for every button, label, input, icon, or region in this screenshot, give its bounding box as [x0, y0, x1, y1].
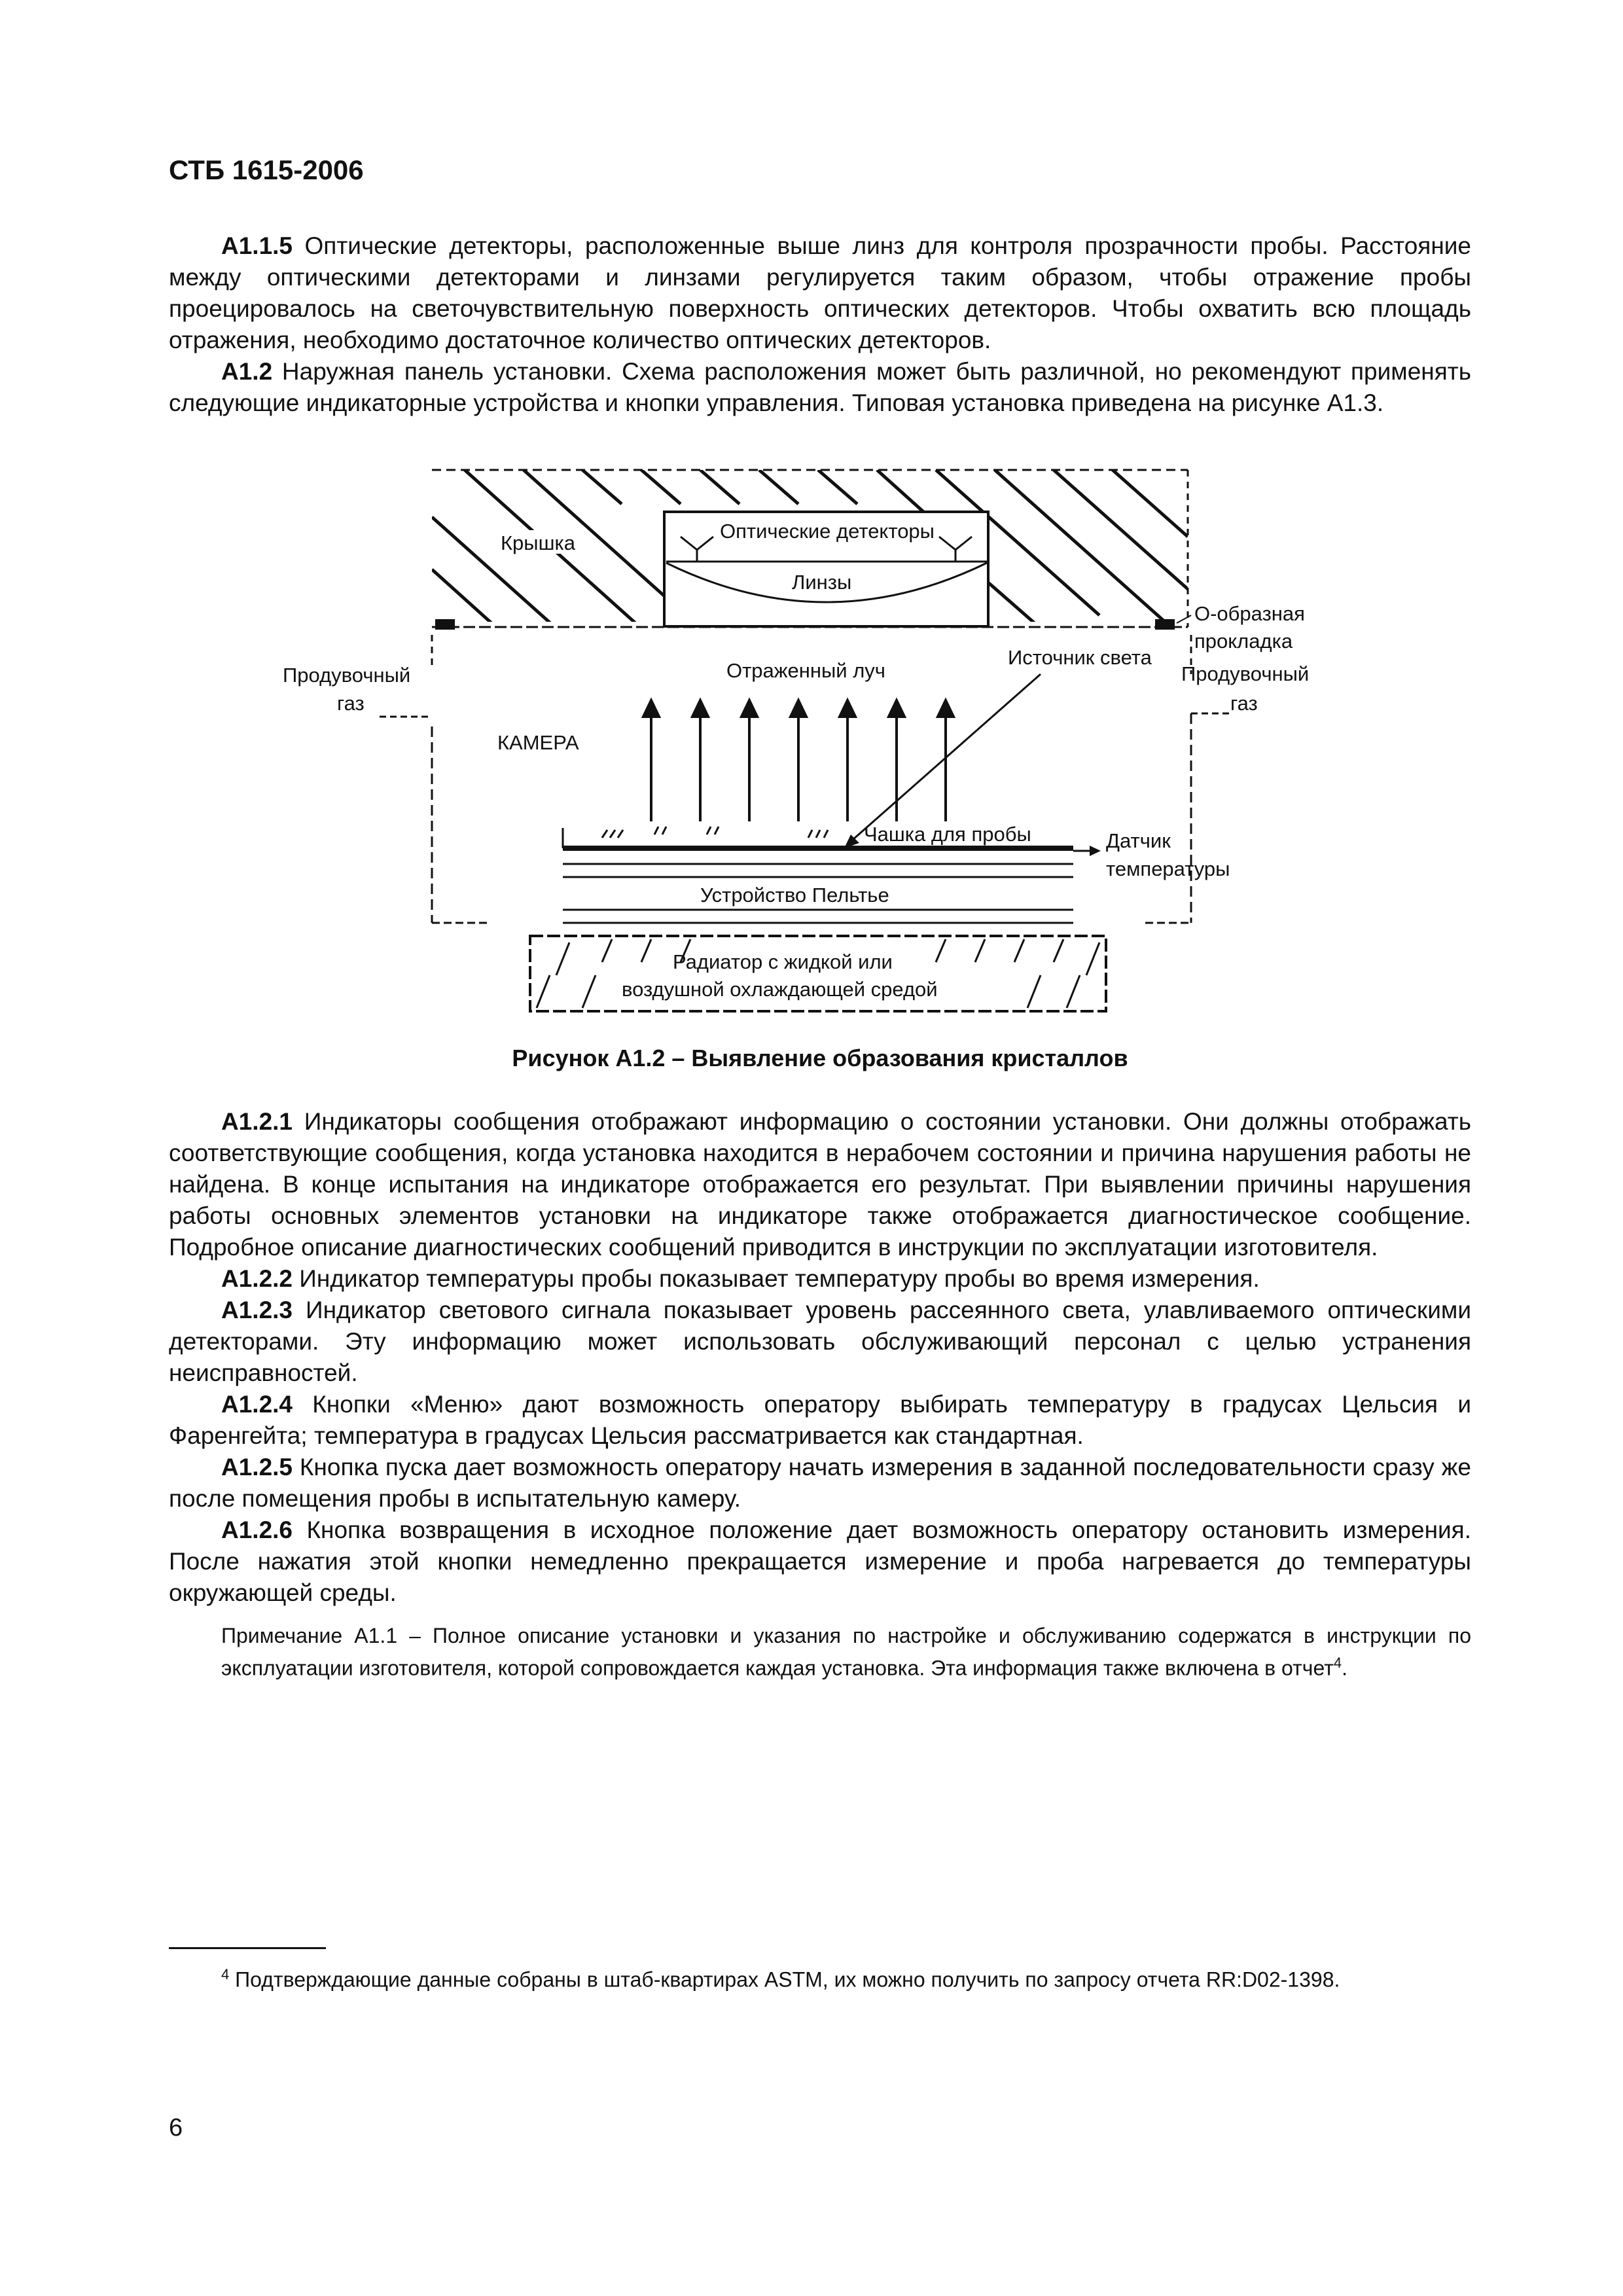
note-end: .	[1342, 1656, 1347, 1680]
paragraph	[169, 1452, 1471, 1515]
figure-label: Линзы	[792, 571, 852, 594]
crystal-marks	[602, 827, 828, 838]
footnote-text: Подтверждающие данные собраны в штаб-квартирах ASTM, их можно получить по запросу отчета RR:D02-1398.	[229, 1967, 1340, 1992]
paragraph	[169, 1295, 1471, 1389]
note	[169, 1622, 1471, 1682]
document-id: СТБ 1615-2006	[169, 154, 364, 185]
paragraph-number: А1.2.6	[221, 1516, 293, 1543]
figure-label: газ	[1230, 692, 1258, 715]
figure-label: Устройство Пельтье	[700, 884, 889, 906]
footnote	[169, 1960, 1471, 1994]
paragraph-number: А1.2.1	[221, 1108, 293, 1135]
crystal-detection-diagram	[275, 452, 1310, 1014]
figure-label: воздушной охлаждающей средой	[622, 978, 938, 1001]
paragraph-number: А1.2.5	[221, 1454, 293, 1480]
figure-label: Отраженный луч	[726, 659, 885, 682]
o-ring-leader	[1177, 615, 1191, 623]
figure-label: температуры	[1106, 857, 1230, 880]
paragraph	[169, 1263, 1471, 1295]
text-block-bottom	[169, 1106, 1471, 1682]
figure-label: О-образная	[1194, 602, 1305, 625]
paragraph	[169, 356, 1471, 419]
figure-label: КАМЕРА	[497, 731, 579, 754]
note-text: Примечание А1.1 – Полное описание установки и указания по настройке и обслуживанию содержатся в инструкции по эксплуатации изготовителя, которой сопровождается каждая установка. Эта информация также включена в отчет	[221, 1624, 1471, 1680]
paragraph	[169, 1389, 1471, 1452]
paragraph-text: Кнопка возвращения в исходное положение дает возможность оператору остановить измерения. После нажатия этой кнопки немедленно прекращается измерение и проба нагревается до температуры окружающей среды.	[169, 1516, 1471, 1606]
figure-label: Продувочный	[1181, 662, 1310, 685]
paragraph-number: А1.2.2	[221, 1265, 293, 1292]
figure-label: Чашка для пробы	[864, 823, 1031, 846]
reflected-beam-arrows	[643, 700, 954, 821]
page-number: 6	[169, 2114, 183, 2142]
paragraph-text: Кнопка пуска дает возможность оператору начать измерения в заданной последовательности сразу же после помещения пробы в испытательную камеру.	[169, 1454, 1471, 1512]
paragraph	[169, 1515, 1471, 1609]
paragraph-number: А1.2.4	[221, 1391, 293, 1418]
figure-label: газ	[337, 692, 365, 715]
figure-label: Датчик	[1106, 829, 1171, 852]
footnote-separator	[169, 1947, 326, 1949]
footnote-ref: 4	[1333, 1655, 1342, 1671]
paragraph-text: Индикаторы сообщения отображают информацию о состоянии установки. Они должны отображать соответствующие сообщения, когда установка находится в нерабочем состоянии и причина нарушения работы не найдена. В конце испытания на индикаторе отображается его результат. При выявлении причины нарушения работы основных элементов установки на индикаторе также отображается диагностическое сообщение. Подробное описание диагностических сообщений приводится в инструкции по эксплуатации изготовителя.	[169, 1108, 1471, 1261]
light-source-beam	[847, 674, 1041, 844]
figure-label: Радиатор с жидкой или	[673, 950, 893, 973]
paragraph-number: А1.2.3	[221, 1297, 293, 1323]
figure-label: Крышка	[501, 531, 575, 554]
paragraph-number: А1.1.5	[221, 232, 293, 259]
paragraph	[169, 1106, 1471, 1263]
figure-label: Оптические детекторы	[720, 520, 935, 543]
o-ring-right	[1155, 619, 1175, 630]
temp-sensor-arrowhead	[1090, 846, 1101, 856]
paragraph-text: Индикатор светового сигнала показывает уровень рассеянного света, улавливаемого оптическими детекторами. Эту информацию может использовать обслуживающий персонал с целью устранения неисправностей.	[169, 1297, 1471, 1386]
paragraph-text: Наружная панель установки. Схема расположения может быть различной, но рекомендуют применять следующие индикаторные устройства и кнопки управления. Типовая установка приведена на рисунке А1.3.	[169, 358, 1471, 416]
paragraph-text: Кнопки «Меню» дают возможность оператору выбирать температуру в градусах Цельсия и Фаренгейта; температура в градусах Цельсия рассматривается как стандартная.	[169, 1391, 1471, 1449]
paragraph	[169, 230, 1471, 356]
paragraph-text: Индикатор температуры пробы показывает температуру пробы во время измерения.	[293, 1265, 1260, 1292]
figure-caption: Рисунок А1.2 – Выявление образования кристаллов	[512, 1045, 1128, 1071]
figure-label: Источник света	[1008, 646, 1152, 669]
paragraph-text: Оптические детекторы, расположенные выше линз для контроля прозрачности пробы. Расстояние между оптическими детекторами и линзами регулируется таким образом, чтобы отражение пробы проецировалось на светочувствительную поверхность оптических детекторов. Чтобы охватить всю площадь отражения, необходимо достаточное количество оптических детекторов.	[169, 232, 1471, 353]
figure-label: прокладка	[1194, 630, 1293, 653]
o-ring-left	[435, 619, 455, 630]
text-block-top	[169, 230, 1471, 419]
footnote-mark: 4	[221, 1966, 230, 1982]
paragraph-number: А1.2	[221, 358, 273, 385]
figure-label: Продувочный	[283, 664, 411, 687]
